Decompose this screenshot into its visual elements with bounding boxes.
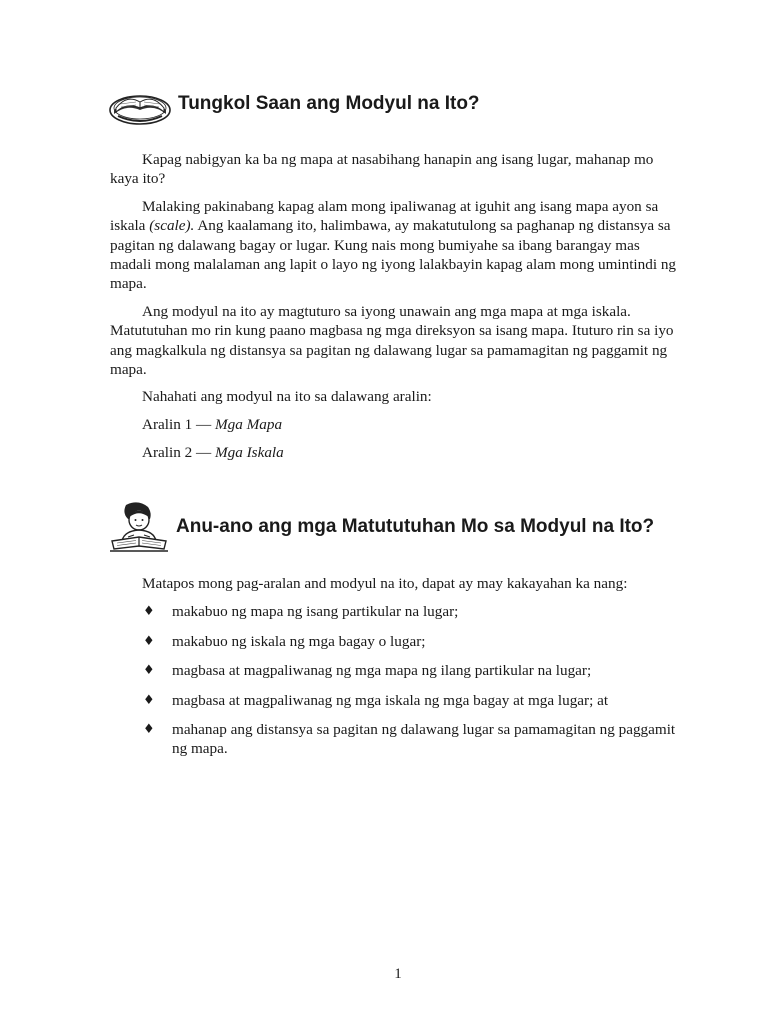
paragraph: Kapag nabigyan ka ba ng mapa at nasabihang hanapin ang isang lugar, mahanap mo kaya ito? [110,151,654,188]
student-reading-icon [108,501,170,553]
paragraph: Matapos mong pag-aralan and modyul na ito, dapat ay may kakayahan ka nang: [142,575,628,592]
list-item-text: makabuo ng mapa ng isang partikular na lugar; [172,603,459,621]
lesson-prefix: Aralin 2 — [142,444,215,462]
list-item-text: magbasa at magpaliwanag ng mga mapa ng ilang partikular na lugar; [172,662,592,680]
list-item [110,720,680,759]
list-item [110,661,680,680]
bullet-diamond-icon: ♦ [143,604,155,620]
lesson-item [110,415,680,434]
lesson-name: Mga Iskala [214,444,284,462]
list-item-text: makabuo ng iskala ng mga bagay o lugar; [172,632,426,650]
list-item-text: magbasa at magpaliwanag ng mga iskala ng mga bagay at mga lugar; at [172,691,609,709]
list-item [110,632,680,651]
section-title-outcomes: Anu-ano ang mga Matututuhan Mo sa Modyul na Ito? [176,516,655,537]
list-item [110,602,680,621]
paragraph [110,197,680,294]
paragraph-text: Malaking pakinabang kapag alam mong ipaliwanag at iguhit ang isang mapa ayon sa iskala [110,197,659,235]
page-number: 1 [394,966,402,982]
bullet-diamond-icon: ♦ [143,663,155,679]
list-item-text: mahanap ang distansya sa pagitan ng dalawang lugar sa pamamagitan ng paggamit ng mapa. [172,721,676,758]
outcomes-list [110,602,680,758]
lesson-name: Mga Mapa [214,415,283,433]
scale-term: (scale). [149,217,195,235]
section-title-about: Tungkol Saan ang Modyul na Ito? [178,93,480,114]
paragraph: Nahahati ang modyul na ito sa dalawang aralin: [142,388,432,406]
paragraph-text: Ang kaalamang ito, halimbawa, ay makatutulong sa paghanap ng distansya sa pagitan ng dalawang bagay or lugar. Kung nais mong bumiyahe sa ibang barangay mas madali mong malalaman ang lapit o layo ng iyong lalakbayin kapag alam mong umintindi ng mapa. [110,217,677,293]
bullet-diamond-icon: ♦ [143,722,155,738]
section-body-outcomes [110,574,680,769]
lesson-item [110,443,680,462]
section-heading-outcomes [108,501,654,553]
open-book-icon [108,80,172,128]
section-heading-about [108,80,480,128]
section-body-about [110,150,680,472]
bullet-diamond-icon: ♦ [143,692,155,708]
paragraph: Ang modyul na ito ay magtuturo sa iyong unawain ang mga mapa at mga iskala. Matututuhan mo rin kung paano magbasa ng mga direksyon sa isang mapa. Ituturo rin sa iyo ang magkalkula ng distansya sa pagitan ng dalawang lugar sa pamamagitan ng paggamit ng mapa. [110,302,674,379]
lesson-prefix: Aralin 1 — [142,415,215,433]
list-item [110,691,680,710]
bullet-diamond-icon: ♦ [143,633,155,649]
